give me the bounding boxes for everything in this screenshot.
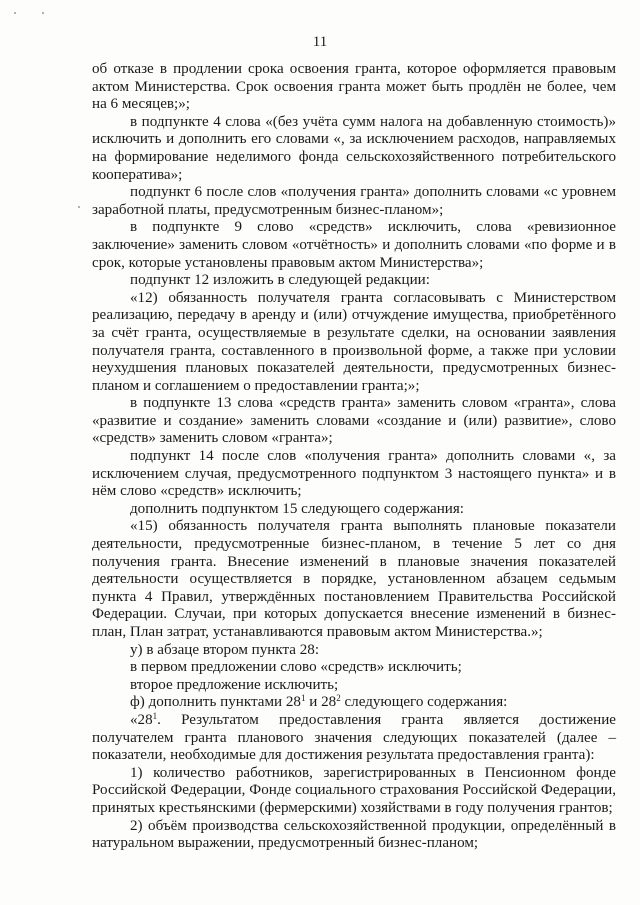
paragraph-indicator-1: 1) количество работников, зарегистрированных в Пенсионном фонде Российской Федерации, Фонде социального страхования Российской Федерации, принятых крестьянскими (фермерскими) хозяйствами в году получения грантов; xyxy=(92,764,616,816)
supplement-sup-1: 1 xyxy=(300,693,306,704)
paragraph-3: подпункт 6 после слов «получения гранта» дополнить словами «с уровнем заработной платы, предусмотренным бизнес-планом»; xyxy=(92,184,616,218)
paragraph-6: «12) обязанность получателя гранта согласовывать с Министерством реализацию, передачу в аренду и (или) отчуждение имущества, приобретённого за счёт гранта, осуществляемые в результате сделки, на основании заявления получателя гранта, составленного в произвольной форме, а также при условии неухудшения плановых показателей деятельности, предусмотренных бизнес-планом и соглашением о предоставлении гранта;»; xyxy=(92,289,616,394)
paragraph-indicator-2: 2) объём производства сельскохозяйственной продукции, определённый в натуральном выражении, предусмотренный бизнес-планом; xyxy=(92,817,616,852)
paragraph-5: подпункт 12 изложить в следующей редакции: xyxy=(130,272,430,289)
scan-speck xyxy=(78,206,80,208)
paragraph-7: в подпункте 13 слова «средств гранта» заменить словом «гранта», слова «развитие и создание» заменить словами «создание и (или) развитие», слово «средств» заменить словом «гранта»; xyxy=(92,395,616,447)
paragraph-item-28-1 xyxy=(92,712,616,765)
paragraph-8: подпункт 14 после слов «получения гранта» дополнить словами «, за исключением случая, предусмотренного подпунктом 3 настоящего пункта» и в нём слово «средств» исключить; xyxy=(92,448,616,500)
paragraph-10: «15) обязанность получателя гранта выполнять плановые показатели деятельности, предусмотренные бизнес-планом, в течение 5 лет со дня получения гранта. Внесение изменений в плановые значения показателей деятельности осуществляется в порядке, установленном абзацем седьмым пункта 4 Правил, утверждённых постановлением Правительства Российской Федерации. Случаи, при которых допускается внесение изменений в бизнес-план, План затрат, устанавливаются правовым актом Министерства.»; xyxy=(92,518,616,640)
supplement-prefix: ф) дополнить пунктами 28 xyxy=(130,694,301,711)
scan-speck xyxy=(14,12,16,14)
paragraph-13: второе предложение исключить; xyxy=(130,676,339,693)
paragraph-12: в первом предложении слово «средств» исключить; xyxy=(130,659,462,676)
document-body xyxy=(92,61,616,853)
supplement-suffix: следующего содержания: xyxy=(340,694,508,711)
supplement-middle: и 28 xyxy=(305,694,337,711)
item-28-1-text: . Результатом предоставления гранта является достижение получателем гранта планового значения следующих показателей (далее – показатели, необходимые для достижения результата предоставления гранта): xyxy=(92,711,616,764)
scan-speck xyxy=(42,12,44,14)
page-number: 11 xyxy=(312,34,328,50)
paragraph-4: в подпункте 9 слово «средств» исключить, слова «ревизионное заключение» заменить словом «отчётность» и дополнить словами «по форме и в срок, которые установлены правовым актом Министерства»; xyxy=(92,219,616,271)
supplement-sup-2: 2 xyxy=(336,693,341,704)
paragraph-11: у) в абзаце втором пункта 28: xyxy=(130,641,320,658)
paragraph-supplement xyxy=(92,694,616,712)
item-28-1-sup: 1 xyxy=(152,710,158,721)
paragraph-2: в подпункте 4 слова «(без учёта сумм налога на добавленную стоимость)» исключить и дополнить его словами «, за исключением расходов, направляемых на формирование неделимого фонда сельскохозяйственного потребительского кооператива»; xyxy=(92,113,616,183)
item-28-1-prefix: «28 xyxy=(130,711,153,728)
paragraph-1: об отказе в продлении срока освоения гранта, которое оформляется правовым актом Министерства. Срок освоения гранта может быть продлён не более, чем на 6 месяцев;»; xyxy=(92,61,616,113)
paragraph-9: дополнить подпунктом 15 следующего содержания: xyxy=(130,500,464,517)
